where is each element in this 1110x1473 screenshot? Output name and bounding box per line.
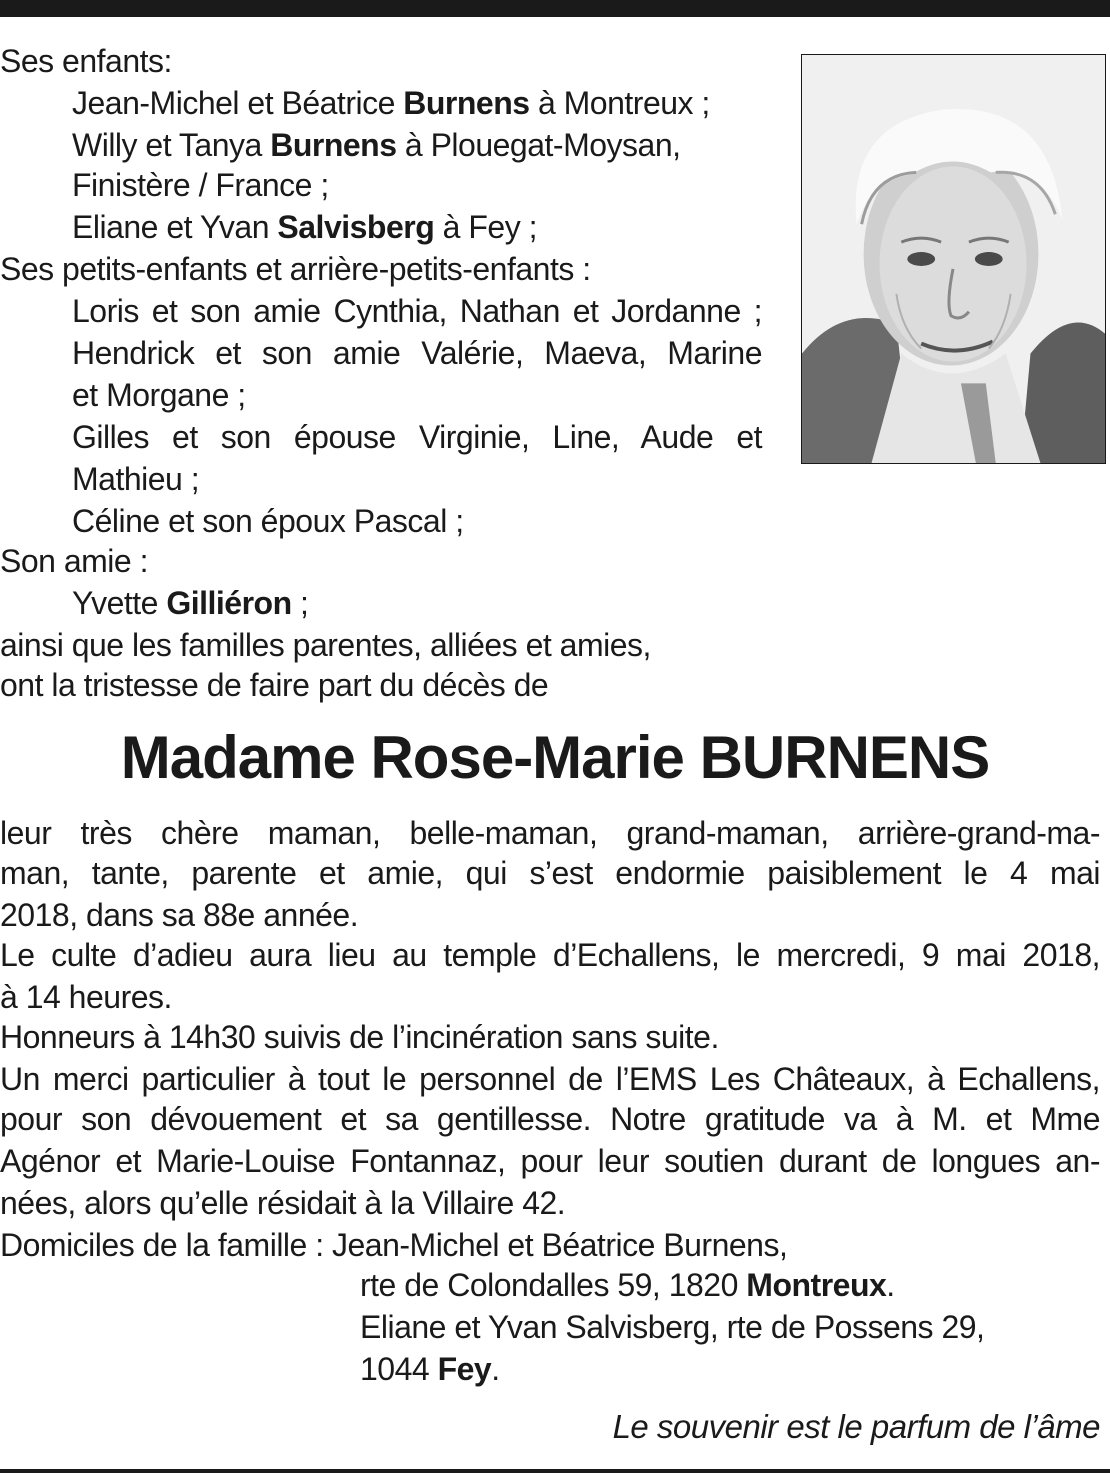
body-line-3: 2018, dans sa 88e année. xyxy=(0,897,359,933)
bottom-rule xyxy=(0,1469,1110,1473)
grandchild-line-3: et Morgane ; xyxy=(72,377,246,413)
body-line-4: Le culte d’adieu aura lieu au temple d’Echallens, le mercredi, 9 mai 2018, xyxy=(0,937,1100,973)
city: Fey xyxy=(437,1351,492,1387)
body-line-10: nées, alors qu’elle résidait à la Villaire 42. xyxy=(0,1185,566,1221)
domiciles-line-3: Eliane et Yvan Salvisberg, rte de Possens 29, xyxy=(360,1309,985,1345)
surname: Burnens xyxy=(270,127,397,163)
closing-line-2: ont la tristesse de faire part du décès de xyxy=(0,667,549,703)
grandchildren-heading: Ses petits-enfants et arrière-petits-enfants : xyxy=(0,251,591,287)
grandchild-line-5: Mathieu ; xyxy=(72,461,200,497)
closing-line-1: ainsi que les familles parentes, alliées et amies, xyxy=(0,627,651,663)
grandchild-line-6: Céline et son époux Pascal ; xyxy=(72,503,464,539)
domiciles-line-2: rte de Colondalles 59, 1820 Montreux. xyxy=(360,1267,895,1303)
body-line-7: Un merci particulier à tout le personnel de l’EMS Les Châteaux, à Echallens, xyxy=(0,1061,1100,1097)
domiciles-line-1: Domiciles de la famille : Jean-Michel et Béatrice Burnens, xyxy=(0,1227,788,1263)
closing-motto: Le souvenir est le parfum de l’âme xyxy=(612,1408,1100,1445)
surname: Burnens xyxy=(403,85,530,121)
grandchild-line-1: Loris et son amie Cynthia, Nathan et Jordanne ; xyxy=(72,293,762,329)
friend-line: Yvette Gilliéron ; xyxy=(72,585,309,621)
domiciles-line-4: 1044 Fey. xyxy=(360,1351,500,1387)
body-line-8: pour son dévouement et sa gentillesse. Notre gratitude va à M. et Mme xyxy=(0,1101,1100,1137)
friend-heading: Son amie : xyxy=(0,543,148,579)
city: Montreux xyxy=(746,1267,887,1303)
child-line-1: Jean-Michel et Béatrice Burnens à Montreux ; xyxy=(72,85,710,121)
top-rule xyxy=(0,0,1110,17)
body-line-2: man, tante, parente et amie, qui s’est endormie paisiblement le 4 mai xyxy=(0,855,1100,891)
body-line-9: Agénor et Marie-Louise Fontannaz, pour leur soutien durant de longues an- xyxy=(0,1143,1100,1179)
portrait-photo xyxy=(801,54,1106,464)
grandchild-line-4: Gilles et son épouse Virginie, Line, Aude et xyxy=(72,419,762,455)
grandchild-line-2: Hendrick et son amie Valérie, Maeva, Marine xyxy=(72,335,762,371)
child-line-4: Eliane et Yvan Salvisberg à Fey ; xyxy=(72,209,537,245)
body-line-1: leur très chère maman, belle-maman, grand-maman, arrière-grand-ma- xyxy=(0,815,1100,851)
child-line-3: Finistère / France ; xyxy=(72,167,329,203)
children-heading: Ses enfants: xyxy=(0,43,172,79)
body-line-5: à 14 heures. xyxy=(0,979,172,1015)
child-line-2: Willy et Tanya Burnens à Plouegat-Moysan, xyxy=(72,127,681,163)
body-line-6: Honneurs à 14h30 suivis de l’incinération sans suite. xyxy=(0,1019,719,1055)
deceased-name: Madame Rose-Marie BURNENS xyxy=(120,724,990,791)
surname: Salvisberg xyxy=(277,209,435,245)
surname: Gilliéron xyxy=(166,585,292,621)
